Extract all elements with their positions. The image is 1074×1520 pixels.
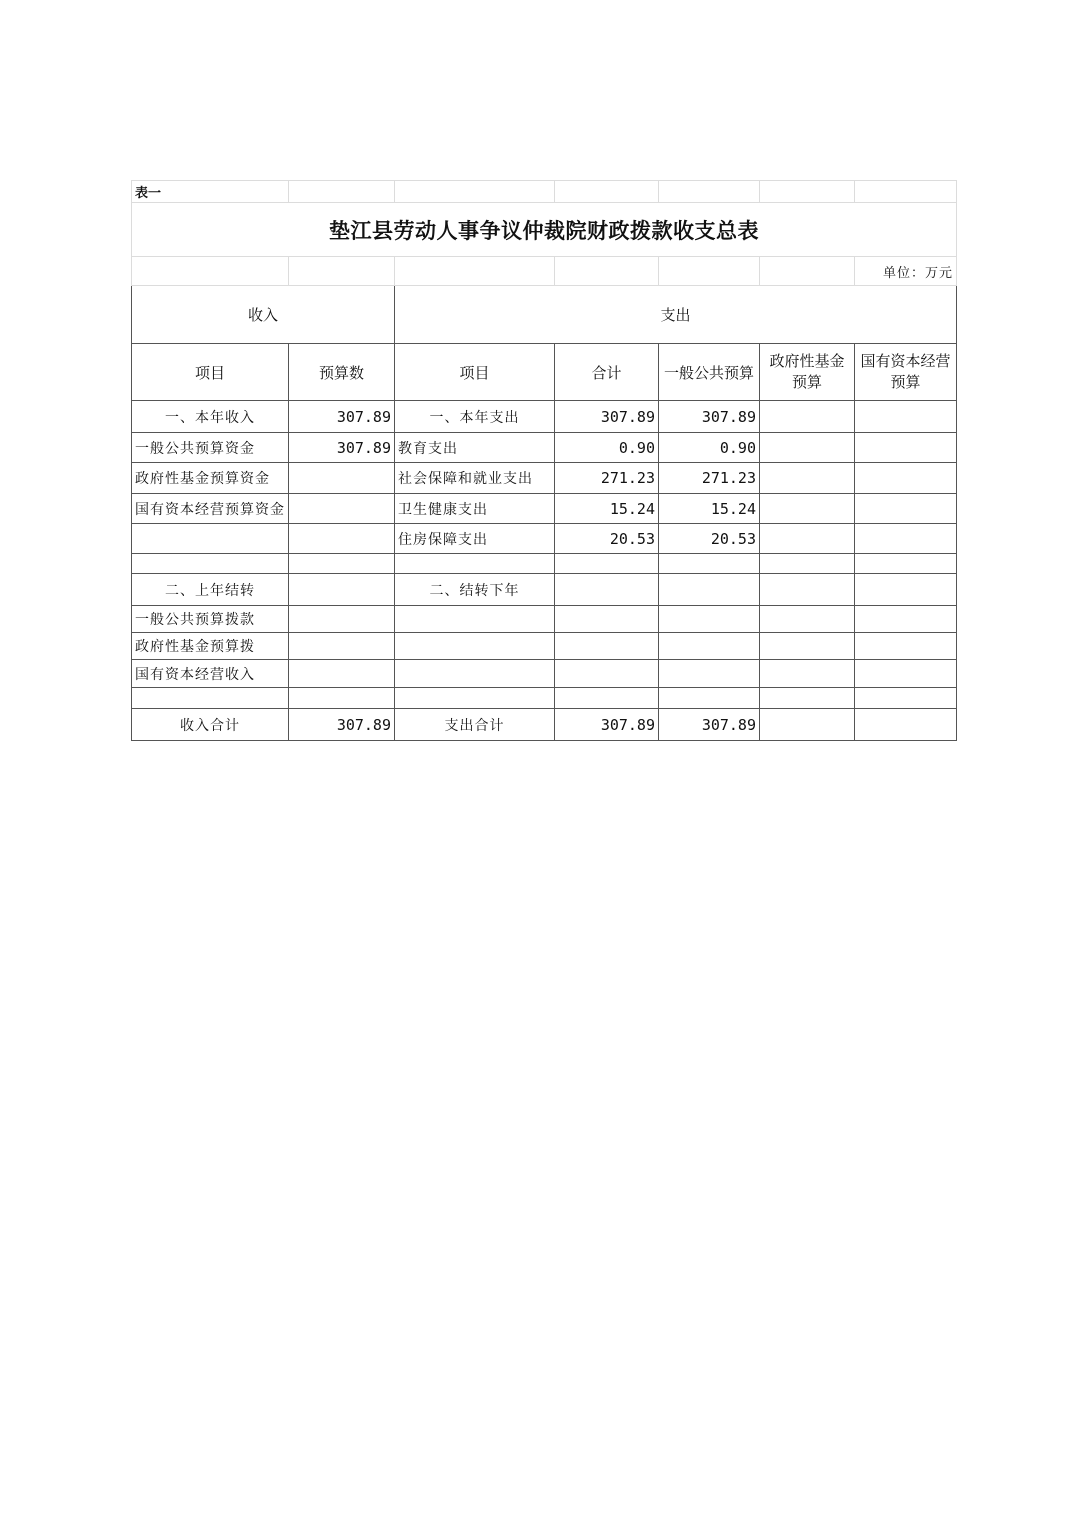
income-budget-cell [289, 688, 395, 709]
income-item-cell: 政府性基金预算拨 [132, 633, 289, 660]
col-general-budget: 一般公共预算 [659, 344, 760, 401]
expense-item-cell [395, 660, 555, 688]
expense-item-cell [395, 606, 555, 633]
unit-row [132, 257, 957, 286]
income-item-cell [132, 524, 289, 554]
expense-item-cell: 二、结转下年 [395, 574, 555, 606]
gov-fund-cell [760, 660, 855, 688]
state-capital-cell [855, 688, 957, 709]
income-budget-cell [289, 494, 395, 524]
table-label-row [132, 181, 957, 203]
table-row [132, 688, 957, 709]
gov-fund-cell [760, 494, 855, 524]
total-cell: 20.53 [555, 524, 659, 554]
table-row [132, 606, 957, 633]
expense-item-cell: 社会保障和就业支出 [395, 463, 555, 494]
income-budget-cell [289, 554, 395, 574]
general-cell [659, 688, 760, 709]
state-capital-cell [855, 494, 957, 524]
total-cell [555, 633, 659, 660]
income-header: 收入 [132, 286, 395, 344]
table-label: 表一 [132, 181, 289, 203]
col-income-budget: 预算数 [289, 344, 395, 401]
table-row [132, 401, 957, 433]
col-gov-fund-budget: 政府性基金预算 [760, 344, 855, 401]
income-budget-cell [289, 574, 395, 606]
state-capital-cell [855, 660, 957, 688]
gov-fund-cell [760, 688, 855, 709]
income-item-cell: 一般公共预算资金 [132, 433, 289, 463]
table-row [132, 524, 957, 554]
income-budget-cell: 307.89 [289, 401, 395, 433]
expense-item-cell: 一、本年支出 [395, 401, 555, 433]
table-row [132, 433, 957, 463]
total-cell [555, 606, 659, 633]
expense-total-value: 307.89 [555, 709, 659, 741]
general-total-value: 307.89 [659, 709, 760, 741]
gov-fund-cell [760, 401, 855, 433]
table-row [132, 574, 957, 606]
total-cell [555, 660, 659, 688]
group-header-row [132, 286, 957, 344]
expense-item-cell: 住房保障支出 [395, 524, 555, 554]
income-budget-cell [289, 606, 395, 633]
table-title: 垫江县劳动人事争议仲裁院财政拨款收支总表 [132, 203, 957, 257]
income-item-cell: 二、上年结转 [132, 574, 289, 606]
income-total-value: 307.89 [289, 709, 395, 741]
general-cell [659, 606, 760, 633]
income-item-cell: 国有资本经营预算资金 [132, 494, 289, 524]
state-capital-cell [855, 554, 957, 574]
general-cell: 15.24 [659, 494, 760, 524]
income-item-cell: 国有资本经营收入 [132, 660, 289, 688]
expense-total-label: 支出合计 [395, 709, 555, 741]
state-capital-cell [855, 606, 957, 633]
income-budget-cell: 307.89 [289, 433, 395, 463]
gov-fund-cell [760, 554, 855, 574]
gov-fund-cell [760, 524, 855, 554]
expense-item-cell [395, 554, 555, 574]
col-total: 合计 [555, 344, 659, 401]
state-capital-cell [855, 401, 957, 433]
state-capital-cell [855, 433, 957, 463]
total-cell: 271.23 [555, 463, 659, 494]
col-income-item: 项目 [132, 344, 289, 401]
income-total-label: 收入合计 [132, 709, 289, 741]
income-budget-cell [289, 660, 395, 688]
expense-item-cell: 卫生健康支出 [395, 494, 555, 524]
budget-summary-table [131, 180, 957, 741]
gov-fund-cell [760, 463, 855, 494]
table-row [132, 463, 957, 494]
col-expense-item: 项目 [395, 344, 555, 401]
gov-fund-cell [760, 433, 855, 463]
expense-item-cell [395, 688, 555, 709]
total-cell [555, 554, 659, 574]
gov-fund-cell [760, 574, 855, 606]
income-item-cell [132, 688, 289, 709]
total-cell: 0.90 [555, 433, 659, 463]
table-row [132, 494, 957, 524]
general-cell [659, 633, 760, 660]
total-cell [555, 574, 659, 606]
income-item-cell: 一、本年收入 [132, 401, 289, 433]
general-cell: 20.53 [659, 524, 760, 554]
gov-fund-cell [760, 633, 855, 660]
general-cell [659, 574, 760, 606]
total-cell [555, 688, 659, 709]
general-cell [659, 554, 760, 574]
state-capital-cell [855, 463, 957, 494]
expense-header: 支出 [395, 286, 957, 344]
column-header-row [132, 344, 957, 401]
table-row [132, 633, 957, 660]
expense-item-cell [395, 633, 555, 660]
col-state-capital-budget: 国有资本经营预算 [855, 344, 957, 401]
total-cell: 15.24 [555, 494, 659, 524]
total-row [132, 709, 957, 741]
income-budget-cell [289, 463, 395, 494]
state-capital-total-value [855, 709, 957, 741]
income-item-cell [132, 554, 289, 574]
table-row [132, 660, 957, 688]
state-capital-cell [855, 524, 957, 554]
total-cell: 307.89 [555, 401, 659, 433]
gov-fund-total-value [760, 709, 855, 741]
general-cell: 271.23 [659, 463, 760, 494]
gov-fund-cell [760, 606, 855, 633]
income-item-cell: 一般公共预算拨款 [132, 606, 289, 633]
table-row [132, 554, 957, 574]
unit-label: 单位：万元 [855, 257, 957, 286]
title-row [132, 203, 957, 257]
expense-item-cell: 教育支出 [395, 433, 555, 463]
income-item-cell: 政府性基金预算资金 [132, 463, 289, 494]
income-budget-cell [289, 633, 395, 660]
state-capital-cell [855, 574, 957, 606]
state-capital-cell [855, 633, 957, 660]
general-cell [659, 660, 760, 688]
general-cell: 307.89 [659, 401, 760, 433]
income-budget-cell [289, 524, 395, 554]
general-cell: 0.90 [659, 433, 760, 463]
